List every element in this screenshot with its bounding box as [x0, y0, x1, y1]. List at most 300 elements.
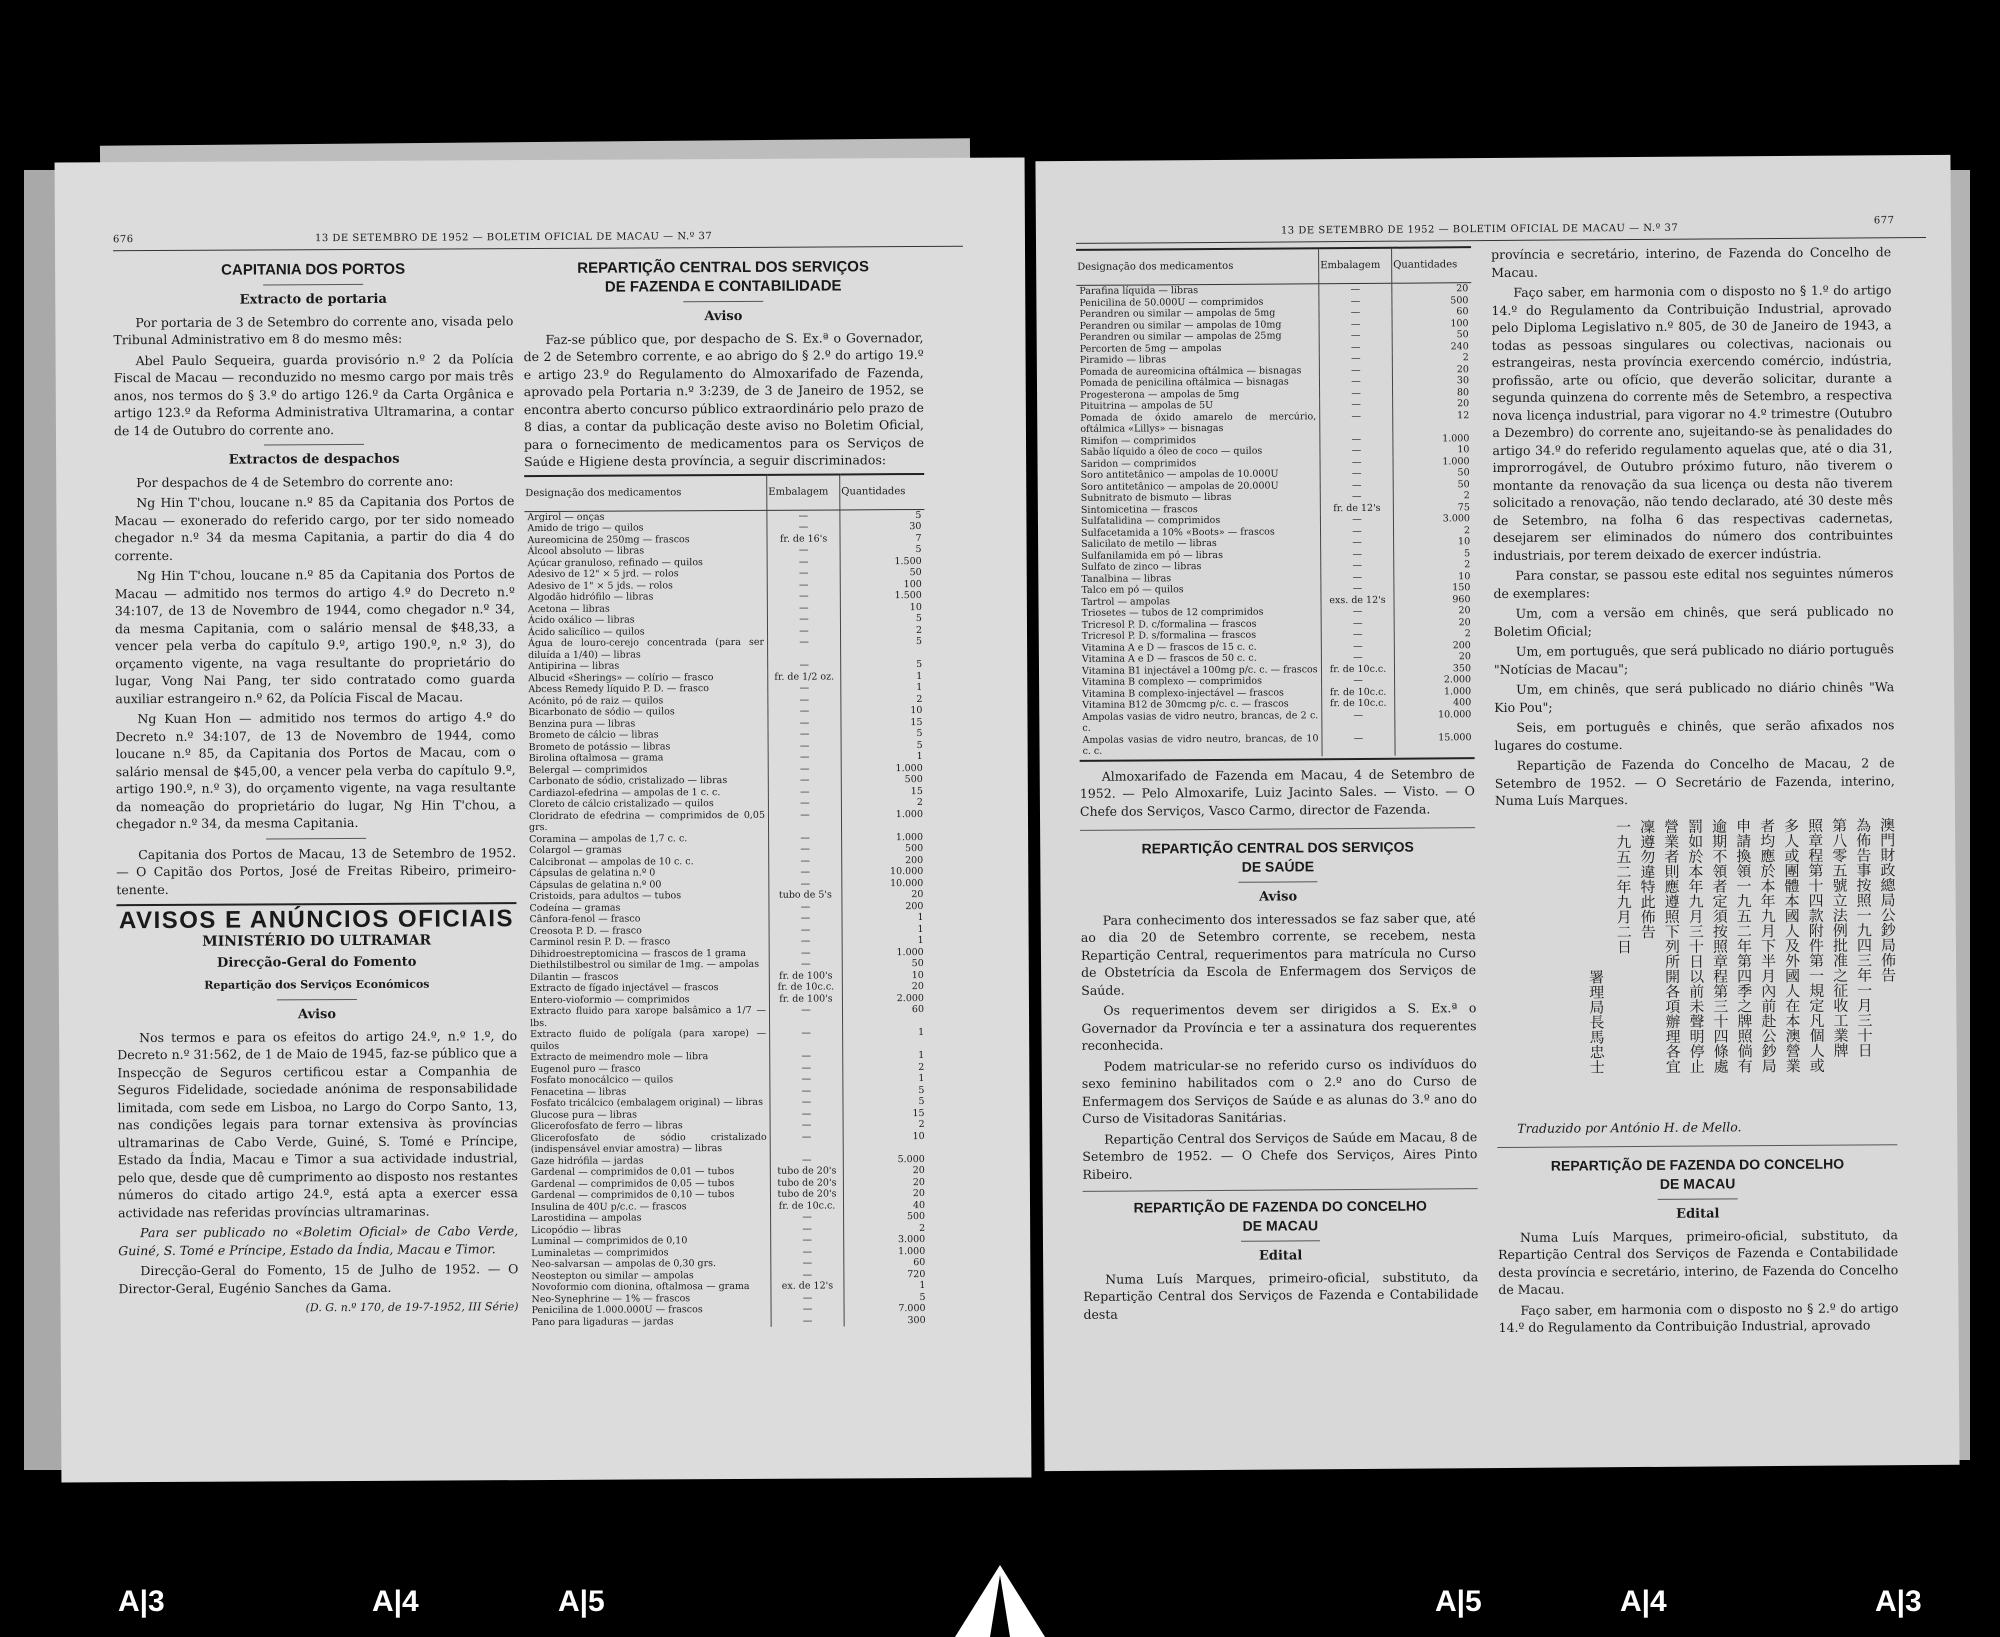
packaging: — — [768, 728, 841, 740]
packaging: fr. de 10c.c. — [769, 981, 842, 993]
packaging: — — [1320, 491, 1393, 503]
quantity: 10 — [1457, 536, 1471, 548]
medication-name: Neostepton ou similar — ampolas — [528, 1269, 771, 1282]
packaging: tubo de 20's — [770, 1165, 843, 1177]
packaging: — — [1321, 640, 1394, 652]
section-title: REPARTIÇÃO CENTRAL DOS SERVIÇOS — [1141, 838, 1414, 857]
packaging: — — [767, 590, 840, 602]
packaging: — — [1320, 514, 1393, 526]
divider — [1080, 827, 1475, 831]
film-mark: A|5 — [1435, 1585, 1482, 1618]
packaging: — — [1320, 468, 1393, 480]
packaging: tubo de 20's — [770, 1177, 843, 1189]
quantity: 1.500 — [894, 555, 922, 567]
quantity: 2 — [1464, 559, 1471, 571]
medication-name: Pomada de penicilina oftálmica — bisnagas — [1077, 376, 1320, 389]
closing: Capitania dos Portos de Macau, 13 de Setembro de 1952. — O Capitão dos Portos, José de Freitas Ribeiro, primeiro-tenente. — [116, 844, 517, 897]
medication-name: Vitamina B complexo-injectável — frascos — [1079, 687, 1322, 700]
medication-table — [524, 472, 928, 1328]
packaging: — — [771, 1303, 844, 1315]
quantity: 500 — [906, 1211, 926, 1223]
packaging: — — [769, 866, 842, 878]
quantity: 2 — [918, 1061, 925, 1073]
medication-name: Diethilstilbestrol ou similar de 1mg. — ampolas — [527, 959, 770, 972]
medication-name: Gardenal — comprimidos de 0,05 — tubos — [528, 1177, 771, 1190]
chinese-notice — [1495, 817, 1897, 1120]
quantity: 1.000 — [895, 831, 924, 843]
right-column — [523, 256, 929, 1328]
quantity: 30 — [909, 521, 922, 533]
divider — [264, 444, 364, 446]
medication-name: Extracto de meimendro mole — libra — [527, 1051, 770, 1064]
packaging: — — [1321, 617, 1394, 629]
quantity: 1.000 — [1442, 455, 1470, 467]
header-rule — [1076, 237, 1926, 244]
medication-name: Sulfatalidina — comprimidos — [1078, 514, 1321, 527]
medication-name: Cloridrato de efedrina — comprimidos de 0,05 grs. — [526, 809, 769, 833]
chinese-text-column: 澳門財政總局公鈔局佈告 — [1878, 816, 1898, 982]
divider — [266, 837, 366, 839]
packaging: — — [1319, 330, 1392, 342]
packaging: — — [768, 717, 841, 729]
film-mark: A|4 — [372, 1585, 419, 1618]
quantity: 20 — [1456, 283, 1469, 295]
quantity: 15.000 — [1438, 731, 1472, 743]
quantity: 1 — [918, 1073, 925, 1085]
left-page — [55, 157, 1032, 1482]
packaging: — — [769, 1004, 842, 1027]
medication-name: Entero-vioformio — comprimidos — [527, 993, 770, 1006]
medication-name: Parafina líquida — libras — [1076, 284, 1319, 298]
ministry-title: MINISTÉRIO DO ULTRAMAR — [202, 932, 432, 950]
medication-name: Carminol resin P. D. — frasco — [527, 936, 770, 949]
divider — [683, 301, 763, 302]
quantity: 1 — [917, 935, 924, 947]
packaging: — — [1320, 399, 1393, 411]
center-wedge-dark — [990, 1575, 1010, 1637]
packaging: — — [1321, 629, 1394, 641]
quantity: 1.000 — [1442, 432, 1470, 444]
packaging: — — [769, 878, 842, 890]
closing: Direcção-Geral do Fomento, 15 de Julho de 1952. — O Director-Geral, Eugénio Sanches da Gama. — [118, 1261, 519, 1296]
packaging: fr. de 100's — [769, 970, 842, 982]
quantity: 100 — [1450, 317, 1469, 329]
quantity: 10 — [909, 601, 922, 613]
medication-name: Algodão hidrófilo — libras — [525, 591, 768, 604]
quantity: 15 — [912, 1107, 925, 1119]
medication-name: Extracto fluido de polígala (para xarope) — quilos — [527, 1028, 770, 1052]
quantity: 12 — [1457, 409, 1470, 421]
closing: Almoxarifado de Fazenda em Macau, 4 de Setembro de 1952. — Pelo Almoxarife, Luiz Jacinto Sales. — Visto. — O Chefe dos Serviços, Vasco Carmo, director de Fazenda. — [1079, 765, 1475, 819]
packaging: — — [767, 602, 840, 614]
quantity: 1 — [917, 923, 924, 935]
subsection-title: Extractos de despachos — [228, 451, 400, 468]
packaging: — — [769, 924, 842, 936]
packaging: — — [770, 1050, 843, 1062]
medication-name: Vitamina B complexo — comprimidos — [1079, 675, 1322, 688]
divider — [1497, 1144, 1897, 1148]
paragraph: Para constar, se passou este edital nos seguintes números de exemplares: — [1493, 565, 1894, 601]
packaging: — — [767, 544, 840, 556]
packaging: exs. de 12's — [1321, 594, 1394, 606]
quantity: 20 — [1458, 605, 1471, 617]
quantity: 2.000 — [896, 992, 924, 1004]
table-header: Embalagem — [1319, 248, 1392, 284]
medication-name: Larostidina — ampolas — [528, 1212, 771, 1225]
table-row — [1077, 410, 1472, 436]
film-mark: A|4 — [1620, 1585, 1667, 1618]
medication-name: Triosetes — tubos de 12 comprimidos — [1079, 606, 1322, 619]
quantity: 1 — [917, 912, 924, 924]
packaging: — — [771, 1211, 844, 1223]
medication-name: Vitamina B1 injectável a 100mg p/c. c. — frascos — [1079, 664, 1322, 677]
packaging: — — [1321, 548, 1394, 560]
packaging: fr. de 10c.c. — [770, 1200, 843, 1212]
medication-name: Sulfacetamida a 10% «Boots» — frascos — [1078, 526, 1321, 539]
packaging: — — [769, 935, 842, 947]
right-column — [1491, 243, 1899, 1339]
packaging: — — [1322, 675, 1395, 687]
packaging: — — [770, 1085, 843, 1097]
paragraph: Um, com a versão em chinês, que será publicado no Boletim Oficial; — [1493, 603, 1894, 639]
packaging: — — [771, 1257, 844, 1269]
header-rule — [113, 246, 963, 251]
packaging: — — [770, 1108, 843, 1120]
banner-title: AVISOS E ANÚNCIOS OFICIAIS — [118, 905, 515, 935]
quantity: 2 — [916, 797, 923, 809]
packaging: — — [771, 1315, 844, 1327]
medication-name: Fosfato tricálcico (embalagem original) — libras — [527, 1097, 770, 1110]
quantity: 30 — [1456, 375, 1470, 387]
medication-name: Vitamina B12 de 30mcmg p/c. c. — frascos — [1079, 698, 1322, 711]
edital-title: Edital — [1676, 1206, 1720, 1222]
packaging: — — [1319, 307, 1392, 319]
subsection-title: Extracto de portaria — [239, 291, 387, 308]
medication-name: Argirol — onças — [524, 510, 767, 523]
chinese-text-column: 罰如於本年九月三十日以前未聲明停止 — [1686, 818, 1706, 1074]
quantity: 15 — [910, 785, 923, 797]
medication-name: Brometo de cálcio — libras — [526, 729, 769, 742]
medication-name: Luminal — comprimidos de 0,10 — [528, 1235, 771, 1248]
packaging: — — [767, 521, 840, 533]
publish-note: Para ser publicado no «Boletim Oficial» de Cabo Verde, Guiné, S. Tomé e Príncipe, Estado da Índia, Macau e Timor. — [118, 1223, 519, 1258]
medication-table — [1076, 246, 1475, 757]
paragraph: Faço saber, em harmonia com o disposto no § 2.º do artigo 14.º do Regulamento da Contribuição Industrial, aprovado — [1498, 1299, 1899, 1336]
medication-name: Coramina — ampolas de 1,7 c. c. — [526, 832, 769, 845]
packaging: — — [767, 625, 840, 637]
medication-name: Salicilato de metilo — libras — [1078, 537, 1321, 550]
table-header: Designação dos medicamentos — [1076, 248, 1319, 285]
packaging: — — [770, 1073, 843, 1085]
chinese-signer: 署理局長馬忠士 — [1587, 968, 1606, 1074]
medication-name: Tricresol P. D. s/formalina — frascos — [1079, 629, 1322, 642]
packaging: — — [1320, 456, 1393, 468]
medication-name: Birolina oftalmosa — grama — [526, 752, 769, 765]
paragraph: Seis, em português e chinês, que serão afixados nos lugares do costume. — [1494, 717, 1895, 753]
department-title: Repartição dos Serviços Económicos — [204, 977, 430, 992]
quantity: 5 — [916, 739, 923, 751]
quantity: 60 — [911, 1004, 925, 1016]
medication-name: Cloreto de cálcio cristalizado — quilos — [526, 798, 769, 811]
paragraph: Os requerimentos devem ser dirigidos a S. Ex.ª o Governador da Província e ter a assinatura dos requerentes reconhecida. — [1081, 1000, 1477, 1053]
quantity: 20 — [1458, 616, 1471, 628]
packaging: — — [1321, 537, 1394, 549]
medication-name: Adesivo de 12" × 5 jrd. — rolos — [525, 568, 768, 581]
medication-name: Ampolas vasias de vidro neutro, brancas, de 10 c. c. — [1079, 733, 1322, 758]
quantity: 20 — [1457, 398, 1470, 410]
quantity: 20 — [1456, 363, 1469, 375]
packaging: fr. de 1/2 oz. — [768, 671, 841, 683]
quantity: 2 — [1463, 524, 1471, 536]
packaging: — — [770, 1154, 843, 1166]
section-title: REPARTIÇÃO DE FAZENDA DO CONCELHO — [1133, 1197, 1427, 1216]
quantity: 2 — [919, 1222, 926, 1234]
paragraph: Ng Kuan Hon — admitido nos termos do artigo 4.º do Decreto n.º 34:107, de 13 de Novembro de 1944, como loucane n.º 85, da Capitania dos Portos de Macau, com o salário mensal de $45,00, a vencer pela verba do capítulo 9.º, artigo 190.º, n.º 3), do orçamento vigente, na vaga resultante da nomeação do proprietário do lugar, Ng Hin T'chou, a chegador n.º 34, da mesma Capitania. — [115, 709, 516, 832]
medication-name: Neo-Synephrine — 1% — frascos — [528, 1292, 771, 1305]
divider — [1241, 1240, 1320, 1242]
quantity: 7 — [915, 532, 922, 544]
packaging: — — [1319, 353, 1392, 365]
packaging: — — [767, 613, 840, 625]
closing: Repartição Central dos Serviços de Saúde em Macau, 8 de Setembro de 1952. — O Chefe dos Serviços, Aires Pinto Ribeiro. — [1082, 1128, 1478, 1182]
quantity: 20 — [911, 981, 924, 993]
quantity: 5.000 — [897, 1153, 925, 1165]
quantity: 10 — [1458, 570, 1471, 582]
quantity: 50 — [1457, 467, 1470, 479]
film-mark: A|3 — [1875, 1585, 1922, 1618]
paragraph: Podem matricular-se no referido curso os indivíduos do sexo feminino habilitados com o 2.º ano do Curso de Enfermagem dos Serviços de Saúde e as alunas do 3.º ano do Curso de Visitadoras Sanitárias. — [1081, 1055, 1478, 1126]
quantity: 10.000 — [889, 866, 924, 878]
table-header: Quantidades — [840, 473, 925, 509]
quantity: 2 — [1462, 352, 1469, 364]
quantity: 300 — [907, 1314, 926, 1326]
packaging: fr. de 10c.c. — [1322, 698, 1395, 710]
packaging: fr. de 16's — [767, 533, 840, 545]
quantity: 1.000 — [895, 762, 923, 774]
packaging: — — [767, 567, 840, 579]
medication-name: Gardenal — comprimidos de 0,01 — tubos — [528, 1166, 771, 1179]
paragraph: Faço saber, em harmonia com o disposto no § 1.º do artigo 14.º do Regulamento da Contribuição Industrial, aprovado pelo Diploma Legislativo n.º 805, de 30 de Janeiro de 1943, a todas as pessoas singulares ou colectivas, nacionais ou estrangeiras, nesta província exercendo comércio, indústria, profissão, arte ou ofício, que deverão solicitar, durante a segunda quinzena do corrente mês de Setembro, a respectiva nova licença industrial, para vigorar no 4.º trimestre (Outubro a Dezembro) do corrente ano, sujeitando-se às penalidades do artigo 34.º do referido regulamento aquelas que, até o dia 31, improrrogável, de Outubro próximo futuro, não tiverem o montante da renovação da sua licença ou desta não tiverem solicitado a renovação, não tendo declarado, até 30 deste mês de Setembro, na folha 6 das respectivas cadernetas, desejarem ser eliminados do número dos contribuintes industriais, por terem deixado de exercer indústria. — [1491, 282, 1894, 563]
quantity: 3.000 — [897, 1234, 926, 1246]
medication-name: Ampolas vasias de vidro neutro, brancas, de 2 c. c. — [1079, 710, 1322, 735]
divider — [263, 284, 363, 286]
packaging: — — [768, 809, 841, 832]
quantity: 15 — [910, 716, 923, 728]
medication-name: Fenacetina — libras — [527, 1085, 770, 1098]
medication-name: Amido de trigo — quilos — [524, 522, 767, 535]
packaging: fr. de 10c.c. — [1322, 686, 1395, 698]
packaging: — — [769, 947, 842, 959]
table-row — [528, 1130, 928, 1155]
packaging: — — [768, 659, 841, 671]
quantity: 200 — [1452, 639, 1471, 651]
quantity: 1.000 — [1443, 685, 1472, 697]
quantity: 75 — [1457, 501, 1470, 513]
divider — [1658, 1198, 1738, 1200]
medication-name: Perandren ou similar — ampolas de 5mg — [1076, 307, 1319, 320]
section-title: DE FAZENDA E CONTABILIDADE — [604, 277, 842, 296]
table-header: Quantidades — [1392, 247, 1472, 283]
quantity: 5 — [915, 613, 922, 625]
quantity: 1 — [918, 1050, 925, 1062]
paragraph: província e secretário, interino, de Fazenda do Concelho de Macau. — [1491, 244, 1892, 280]
chinese-text-column: 為佈告事按照一九四三年一月三十日 — [1854, 816, 1874, 1058]
medication-name: Albucid «Sherings» — colírio — frasco — [525, 671, 768, 684]
medication-name: Extracto de fígado injectável — frascos — [527, 982, 770, 995]
direction-title: Direcção-Geral do Fomento — [217, 954, 417, 971]
packaging: — — [768, 740, 841, 752]
table-row — [525, 636, 925, 661]
packaging: — — [771, 1292, 844, 1304]
packaging: — — [1320, 479, 1393, 491]
packaging: — — [768, 636, 841, 659]
table-header: Designação dos medicamentos — [524, 474, 767, 511]
packaging: — — [771, 1246, 844, 1258]
packaging: — — [767, 509, 840, 521]
medication-name: Vitamina A e D — frascos de 15 c. c. — [1079, 641, 1322, 654]
medication-name: Soro antitetânico — ampolas de 10.000U — [1078, 468, 1321, 481]
table-header: Embalagem — [767, 474, 840, 510]
medication-name: Progesterona — ampolas de 5mg — [1077, 388, 1320, 401]
film-mark: A|3 — [118, 1585, 165, 1618]
quantity: 960 — [1452, 593, 1471, 605]
quantity: 5 — [919, 1291, 926, 1303]
medication-name: Insulina de 40U p/c.c. — frascos — [528, 1200, 771, 1213]
quantity: 1 — [919, 1280, 926, 1292]
section-title: DE MACAU — [1242, 1217, 1319, 1234]
quantity: 20 — [912, 1165, 925, 1177]
quantity: 500 — [904, 774, 923, 786]
table-row — [1079, 732, 1474, 758]
medication-name: Cápsulas de gelatina n.º 00 — [526, 878, 769, 891]
packaging: — — [1320, 525, 1393, 537]
quantity: 20 — [912, 1176, 925, 1188]
medication-name: Abcess Remedy líquido P. D. — frasco — [525, 683, 768, 696]
packaging: — — [1319, 364, 1392, 376]
quantity: 5 — [916, 728, 923, 740]
divider — [1238, 881, 1317, 883]
quantity: 5 — [915, 509, 922, 521]
quantity: 5 — [915, 636, 923, 648]
packaging: — — [1319, 376, 1392, 388]
medication-name: Brometo de potássio — libras — [526, 740, 769, 753]
chinese-text-column: 逾期不領者定須按照章程第三十四條處 — [1710, 817, 1730, 1074]
medication-name: Água de louro-cerejo concentrada (para ser diluída a 1/40) — libras — [525, 637, 768, 661]
quantity: 10.000 — [890, 877, 924, 889]
quantity: 100 — [903, 578, 922, 590]
medication-name: Piramido — libras — [1077, 353, 1320, 366]
aviso-title: Aviso — [704, 308, 743, 325]
packaging: — — [1319, 295, 1392, 307]
quantity: 20 — [911, 889, 924, 901]
medication-name: Aureomicina de 250mg — frascos — [525, 533, 768, 546]
section-title: REPARTIÇÃO CENTRAL DOS SERVIÇOS — [577, 258, 869, 277]
medication-name: Sulfanilamida em pó — libras — [1078, 549, 1321, 562]
chinese-text-column: 者均應於本年九月下半月內前赴公鈔局 — [1758, 817, 1778, 1073]
medication-name: Pano para ligaduras — jardas — [529, 1315, 772, 1328]
chinese-text-column: 申請換領一九五二年第四季之牌照倘有 — [1734, 817, 1754, 1073]
quantity: 20 — [912, 1188, 925, 1200]
page-number: 677 — [1873, 215, 1895, 227]
packaging: — — [770, 1096, 843, 1108]
paragraph: Um, em português, que será publicado no diário português "Notícias de Macau"; — [1493, 641, 1894, 677]
medication-name: Acetona — libras — [525, 602, 768, 615]
medication-name: Acónito, pó de raiz — quilos — [525, 694, 768, 707]
quantity: 50 — [909, 567, 922, 579]
medication-name: Adesivo de 1" × 5 jds. — rolos — [525, 579, 768, 592]
packaging: — — [768, 694, 841, 706]
medication-name: Dilantin — frascos — [527, 970, 770, 983]
medication-name: Açúcar granuloso, refinado — quilos — [525, 556, 768, 569]
medication-name: Tartrol — ampolas — [1078, 595, 1321, 608]
paragraph: Numa Luís Marques, primeiro-oficial, substituto, da Repartição Central dos Serviços de Fazenda e Contabilidade desta — [1083, 1268, 1479, 1322]
medication-name: Tanalbina — libras — [1078, 572, 1321, 585]
quantity: 10 — [1457, 444, 1470, 456]
quantity: 20 — [1458, 651, 1471, 663]
aviso-title: Aviso — [1258, 889, 1298, 905]
quantity: 5 — [916, 659, 923, 671]
medication-name: Neo-salvarsan — ampolas de 0,30 grs. — [528, 1258, 771, 1271]
medication-name: Belergal — comprimidos — [526, 763, 769, 776]
medication-name: Benzina pura — libras — [525, 717, 768, 730]
packaging: — — [1319, 341, 1392, 353]
quantity: 200 — [905, 900, 924, 912]
packaging: — — [770, 1062, 843, 1074]
medication-name: Creosota P. D. — frasco — [527, 924, 770, 937]
medication-name: Cardiazol-efedrina — ampolas de 1 c. c. — [526, 786, 769, 799]
medication-name: Calcibronat — ampolas de 10 c. c. — [526, 855, 769, 868]
chinese-text-column: 第八零五號立法例批准之征收工業牌 — [1830, 817, 1850, 1058]
packaging: — — [768, 682, 841, 694]
divider — [1083, 1188, 1478, 1192]
chinese-text-column: 營業者則應遵照下列所開各項辦理各宜 — [1662, 818, 1682, 1074]
right-page — [1035, 155, 1959, 1471]
packaging: — — [767, 556, 840, 568]
medication-name: Tricresol P. D. c/formalina — frascos — [1079, 618, 1322, 631]
packaging: ex. de 12's — [771, 1280, 844, 1292]
medication-name: Glicerofosfato de sódio cristalizado (indispensável enviar amostra) — libras — [528, 1131, 771, 1155]
edital-title: Edital — [1258, 1248, 1303, 1264]
quantity: 60 — [913, 1257, 926, 1269]
packaging: — — [1320, 387, 1393, 399]
quantity: 2 — [1463, 490, 1470, 502]
page-header: 13 DE SETEMBRO DE 1952 — BOLETIM OFICIAL DE MACAU — N.º 37 — [314, 231, 713, 245]
packaging: — — [771, 1223, 844, 1235]
packaging: — — [1320, 445, 1393, 457]
quantity: 1.000 — [898, 1245, 926, 1257]
packaging: — — [1319, 318, 1392, 330]
paragraph: Por despachos de 4 de Setembro do corrente ano: — [136, 472, 454, 490]
packaging: — — [768, 786, 841, 798]
paragraph: Nos termos e para os efeitos do artigo 24.º, n.º 1.º, do Decreto n.º 31:562, de 1 de Maio de 1945, faz-se público que a Inspecção de Seguros certificou estar a Companhia de Seguros Fidelidade, sociedade anónima de responsabilidade limitada, com sede em Lisboa, no Largo do Corpo Santo, 13, nas condições legais para tornar extensiva às províncias ultramarinas de Cabo Verde, Guiné, S. Tomé e Príncipe, Estado da Índia, Macau e Timor a sua actividade industrial, pelo que, desde que dê cumprimento ao disposto nos restantes números do citado artigo 24.º, está apta a exercer essa actividade nas referidas províncias ultramarinas. — [117, 1027, 518, 1220]
medication-name: Percorten de 5mg — ampolas — [1077, 342, 1320, 355]
packaging: — — [769, 912, 842, 924]
packaging: — — [1322, 709, 1395, 733]
quantity: 350 — [1452, 662, 1472, 674]
paragraph: Por portaria de 3 de Setembro do corrente ano, visada pelo Tribunal Administrativo em 8 do mesmo mês: — [113, 312, 514, 348]
chinese-text-column: 多人或團體本國人及外國人在本澳營業 — [1782, 817, 1802, 1073]
quantity: 10 — [910, 705, 923, 717]
quantity: 240 — [1450, 340, 1469, 352]
medication-name: Subnitrato de bismuto — libras — [1078, 491, 1321, 504]
section-title: CAPITANIA DOS PORTOS — [221, 260, 406, 279]
quantity: 10 — [912, 1130, 925, 1142]
table-row — [527, 1027, 927, 1052]
medication-name: Glucose pura — libras — [528, 1108, 771, 1121]
medication-name: Penicilina de 50.000U — comprimidos — [1076, 296, 1319, 309]
page-header: 13 DE SETEMBRO DE 1952 — BOLETIM OFICIAL DE MACAU — N.º 37 — [1280, 222, 1679, 237]
medication-name: Eugenol puro — frasco — [527, 1062, 770, 1075]
